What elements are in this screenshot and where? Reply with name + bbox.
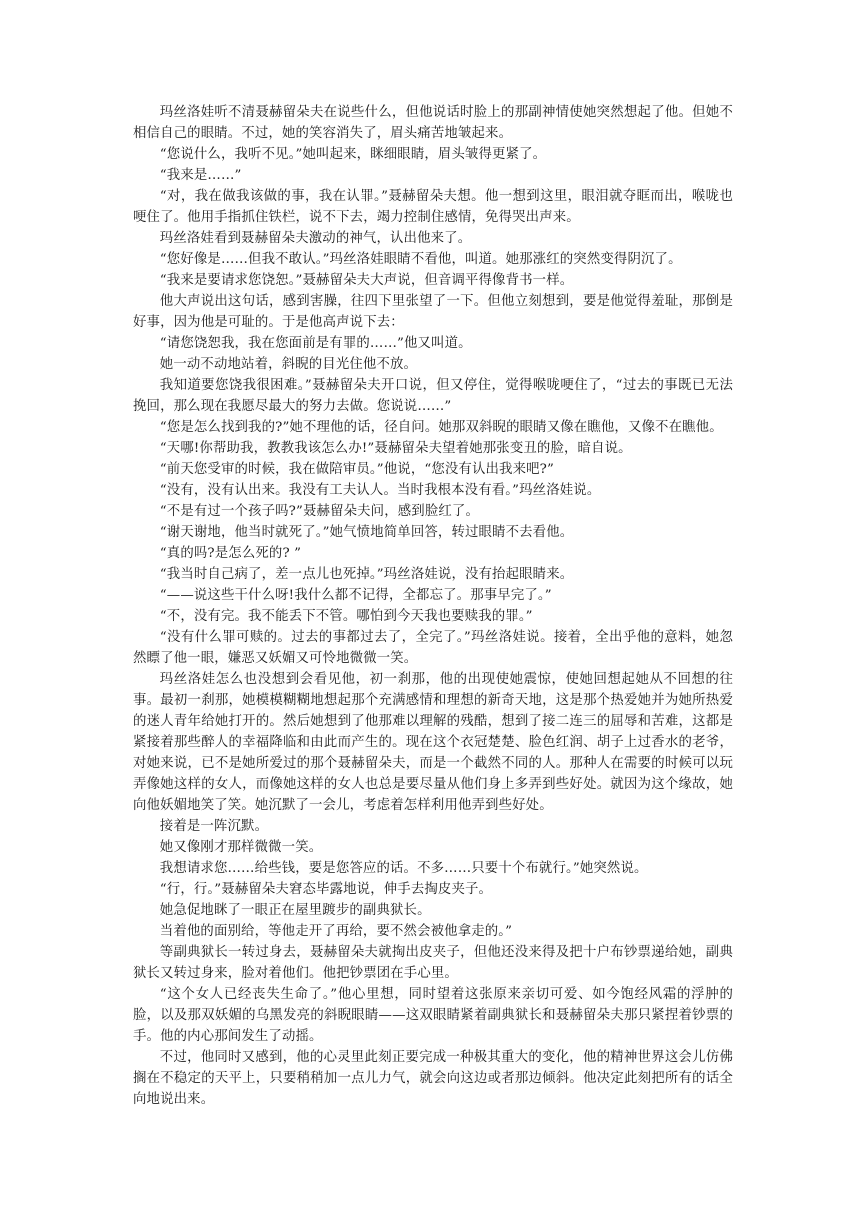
document-page: [133, 102, 733, 1110]
paragraph: “我当时自己病了，差一点儿也死掉。”玛丝洛娃说，没有抬起眼睛来。: [159, 567, 574, 582]
paragraph: “真的吗?是怎么死的? ”: [159, 546, 302, 561]
paragraph: “我来是要请求您饶恕。”聂赫留朵夫大声说，但音调平得像背书一样。: [159, 273, 574, 288]
paragraph: 她一动不动地站着，斜睨的目光住他不放。: [159, 357, 418, 372]
paragraph: 玛丝洛娃看到聂赫留朵夫激动的神气，认出他来了。: [159, 231, 472, 246]
paragraph: “请您饶恕我，我在您面前是有罪的……”他又叫道。: [159, 336, 472, 351]
paragraph: “我来是……”: [159, 168, 242, 183]
paragraph: “没有，没有认出来。我没有工夫认人。当时我根本没有看。”玛丝洛娃说。: [159, 483, 601, 498]
paragraph: 我知道要您饶我很困难。”聂赫留朵夫开口说，但又停住，觉得喉咙哽住了，“过去的事既已无法挽回，那么现在我愿尽最大的努力去做。您说说……”: [133, 378, 733, 414]
paragraph: 他大声说出这句话，感到害臊，往四下里张望了一下。但他立刻想到，要是他觉得羞耻，那倒是好事，因为他是可耻的。于是他高声说下去：: [133, 294, 733, 330]
paragraph: 我想请求您……给些钱，要是您答应的话。不多……只要十个布就行。”她突然说。: [159, 861, 648, 876]
paragraph: “您是怎么找到我的?”她不理他的话，径自问。她那双斜睨的眼睛又像在瞧他，又像不在瞧他。: [159, 420, 723, 435]
paragraph: “行，行。”聂赫留朵夫窘态毕露地说，伸手去掏皮夹子。: [159, 882, 493, 897]
paragraph: 她急促地眯了一眼正在屋里踱步的副典狱长。: [159, 903, 431, 918]
paragraph: “对，我在做我该做的事，我在认罪。”聂赫留朵夫想。他一想到这里，眼泪就夺眶而出，喉咙也哽住了。他用手指抓住铁栏，说不下去，竭力控制住感情，免得哭出声来。: [133, 189, 733, 225]
paragraph: “——说这些干什么呀!我什么都不记得，全都忘了。那事早完了。”: [159, 588, 552, 603]
paragraph: “这个女人已经丧失生命了。”他心里想，同时望着这张原来亲切可爱、如今饱经风霜的浮肿的脸，以及那双妖媚的乌黑发亮的斜睨眼睛——这双眼睛紧着副典狱长和聂赫留朵夫那只紧捏着钞票的手。他的内心那间发生了动摇。: [133, 987, 733, 1044]
paragraph: “您好像是……但我不敢认。”玛丝洛娃眼睛不看他，叫道。她那涨红的突然变得阴沉了。: [159, 252, 682, 267]
paragraph: 等副典狱长一转过身去，聂赫留朵夫就掏出皮夹子，但他还没来得及把十户布钞票递给她，副典狱长又转过身来，脸对着他们。他把钞票团在手心里。: [133, 945, 733, 981]
paragraph: 当着他的面别给，等他走开了再给，要不然会被他拿走的。”: [159, 924, 513, 939]
paragraph: 玛丝洛娃怎么也没想到会看见他，初一刹那，他的出现使她震惊，使她回想起她从不回想的往事。最初一刹那，她模模糊糊地想起那个充满感情和理想的新奇天地，这是那个热爱她并为她所热爱的迷人青年给她打开的。然后她想到了他那难以理解的残酷，想到了接二连三的屈辱和苦难，这都是紧接着那些醉人的幸福降临和由此而产生的。现在这个衣冠楚楚、脸色红润、胡子上过香水的老爷，对她来说，已不是她所爱过的那个聂赫留朵夫，而是一个截然不同的人。那种人在需要的时候可以玩弄像她这样的女人，而像她这样的女人也总是要尽量从他们身上多弄到些好处。就因为这个缘故，她向他妖媚地笑了笑。她沉默了一会儿，考虑着怎样利用他弄到些好处。: [133, 672, 733, 813]
paragraph: “您说什么，我听不见。”她叫起来，眯细眼睛，眉头皱得更紧了。: [159, 147, 547, 162]
paragraph: “没有什么罪可赎的。过去的事都过去了，全完了。”玛丝洛娃说。接着，全出乎他的意料，她忽然瞟了他一眼，嫌恶又妖媚又可怜地微微一笑。: [133, 630, 733, 666]
paragraph: 不过，他同时又感到，他的心灵里此刻正要完成一种极其重大的变化，他的精神世界这会儿仿佛搁在不稳定的天平上，只要稍稍加一点儿力气，就会向这边或者那边倾斜。他决定此刻把所有的话全向地说出来。: [133, 1050, 733, 1107]
paragraph: 玛丝洛娃听不清聂赫留朵夫在说些什么，但他说话时脸上的那副神情使她突然想起了他。但她不相信自己的眼睛。不过，她的笑容消失了，眉头痛苦地皱起来。: [133, 105, 733, 141]
paragraph: “天哪!你帮助我，教教我该怎么办!”聂赫留朵夫望着她那张变丑的脸，暗自说。: [159, 441, 632, 456]
paragraph: 接着是一阵沉默。: [159, 819, 269, 834]
paragraph: “不，没有完。我不能丢下不管。哪怕到今天我也要赎我的罪。”: [159, 609, 533, 624]
paragraph: 她又像刚才那样微微一笑。: [159, 840, 323, 855]
paragraph: “不是有过一个孩子吗?”聂赫留朵夫问，感到脸红了。: [159, 504, 480, 519]
paragraph: “谢天谢地，他当时就死了。”她气愤地简单回答，转过眼睛不去看他。: [159, 525, 574, 540]
paragraph: “前天您受审的时候，我在做陪审员。”他说，“您没有认出我来吧?”: [159, 462, 555, 477]
